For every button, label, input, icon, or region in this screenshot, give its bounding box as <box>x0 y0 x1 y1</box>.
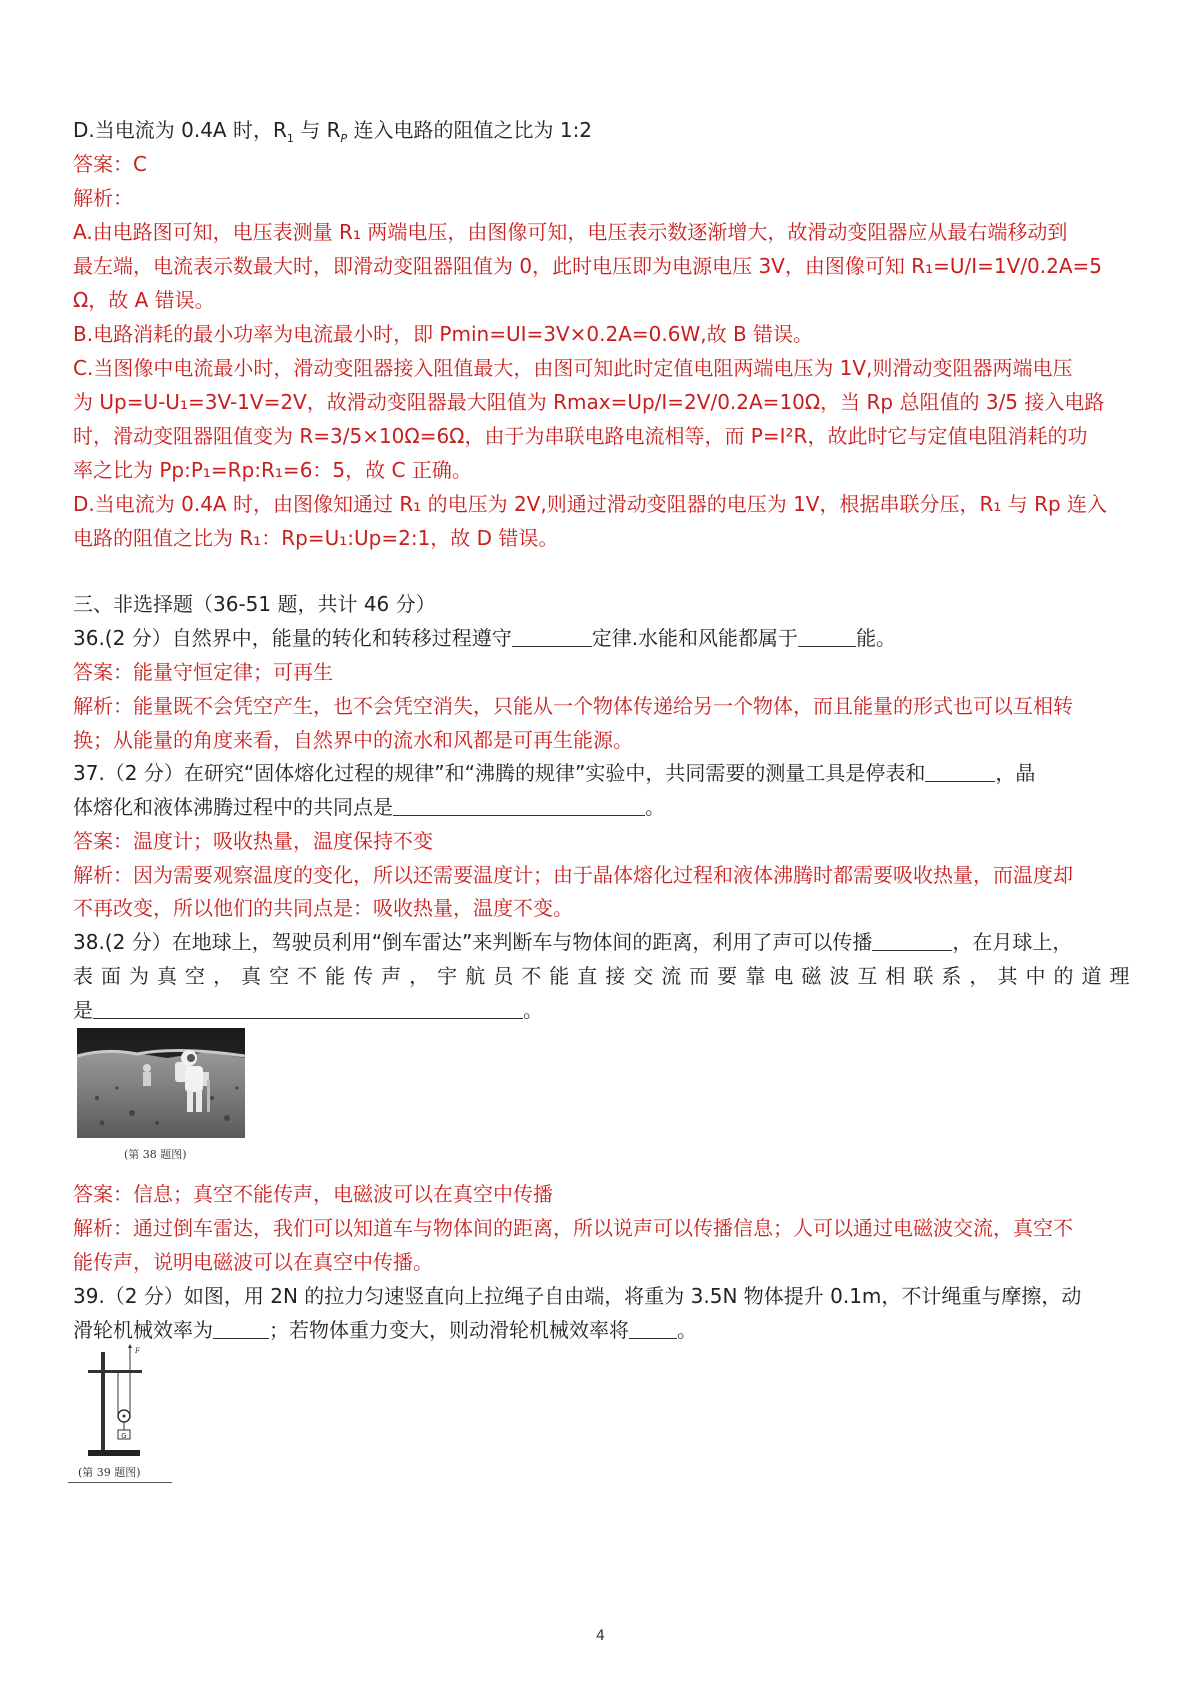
question-38: 38.(2 分）在地球上，驾驶员利用“倒车雷达”来判断车与物体间的距离，利用了声可以传播 ，在月球上， <box>73 930 1073 954</box>
page-number: 4 <box>596 1628 605 1644</box>
analysis-line: B.电路消耗的最小功率为电流最小时，即 Pmin=UI=3V×0.2A=0.6W,故 B 错误。 <box>73 322 814 346</box>
force-label: F <box>135 1347 140 1355</box>
answer-c: 答案：C <box>73 152 147 176</box>
answer-blank <box>93 1000 523 1019</box>
analysis-line: Ω，故 A 错误。 <box>73 288 215 312</box>
answer-37: 答案：温度计；吸收热量，温度保持不变 <box>73 829 433 853</box>
section-title: 三、非选择题（36-51 题，共计 46 分） <box>73 592 436 616</box>
analysis-label: 解析： <box>73 186 133 210</box>
analysis-38: 解析：通过倒车雷达，我们可以知道车与物体间的距离，所以说声可以传播信息；人可以通过电磁波交流，真空不 <box>73 1216 1073 1240</box>
analysis-line: D.当电流为 0.4A 时，由图像知通过 R₁ 的电压为 2V,则通过滑动变阻器的电压为 1V，根据串联分压，R₁ 与 Rp 连入 <box>73 492 1108 516</box>
answer-blank <box>393 797 645 816</box>
analysis-36: 解析：能量既不会凭空产生，也不会凭空消失，只能从一个物体传递给另一个物体，而且能量的形式也可以互相转 <box>73 694 1073 718</box>
analysis-38: 能传声，说明电磁波可以在真空中传播。 <box>73 1250 433 1274</box>
analysis-line: C.当图像中电流最小时，滑动变阻器接入阻值最大，由图可知此时定值电阻两端电压为 1V,则滑动变阻器两端电压 <box>73 356 1073 380</box>
question-39-line2: 滑轮机械效率为 ；若物体重力变大，则动滑轮机械效率将 。 <box>73 1318 697 1342</box>
answer-38: 答案：信息；真空不能传声，电磁波可以在真空中传播 <box>73 1182 553 1206</box>
analysis-line: 为 Up=U-U₁=3V-1V=2V，故滑动变阻器最大阻值为 Rmax=Up/I=2V/0.2A=10Ω，当 Rp 总阻值的 3/5 接入电路 <box>73 390 1105 414</box>
pulley-diagram <box>78 1344 158 1458</box>
lunar-astronaut-photo <box>77 1028 245 1138</box>
question-37-line2: 体熔化和液体沸腾过程中的共同点是 。 <box>73 795 665 819</box>
question-37: 37.（2 分）在研究“固体熔化过程的规律”和“沸腾的规律”实验中，共同需要的测量工具是停表和 ，晶 <box>73 761 1036 785</box>
divider <box>68 1482 172 1483</box>
figure-38-caption: (第 38 题图) <box>124 1148 187 1161</box>
option-d: D.当电流为 0.4A 时，$R_1$ 与 $R_P$ 连入电路的阻值之比为 1:2 <box>73 118 593 145</box>
question-38-line2: 表面为真空，真空不能传声，宇航员不能直接交流而要靠电磁波互相联系，其中的道理 <box>73 964 1133 988</box>
answer-blank <box>512 628 592 647</box>
answer-blank <box>213 1320 269 1339</box>
analysis-line: A.由电路图可知，电压表测量 R₁ 两端电压，由图像可知，电压表示数逐渐增大，故滑动变阻器应从最右端移动到 <box>73 220 1068 244</box>
small-astronaut-figure <box>143 1064 151 1086</box>
analysis-36: 换；从能量的角度来看，自然界中的流水和风都是可再生能源。 <box>73 728 633 752</box>
question-38-line3: 是 。 <box>73 998 543 1022</box>
analysis-line: 最左端，电流表示数最大时，即滑动变阻器阻值为 0，此时电压即为电源电压 3V，由图像可知 R₁=U/I=1V/0.2A=5 <box>73 254 1103 278</box>
answer-blank <box>925 763 995 782</box>
analysis-37: 解析：因为需要观察温度的变化，所以还需要温度计；由于晶体熔化过程和液体沸腾时都需要吸收热量，而温度却 <box>73 863 1073 887</box>
analysis-37: 不再改变，所以他们的共同点是：吸收热量，温度不变。 <box>73 896 573 920</box>
weight-label: G <box>121 1432 127 1440</box>
answer-blank <box>872 932 952 951</box>
analysis-line: 时，滑动变阻器阻值变为 R=3/5×10Ω=6Ω，由于为串联电路电流相等，而 P=I²R，故此时它与定值电阻消耗的功 <box>73 424 1088 448</box>
question-36: 36.(2 分）自然界中，能量的转化和转移过程遵守 定律.水能和风能都属于 能。 <box>73 626 897 650</box>
answer-blank <box>798 628 856 647</box>
analysis-line: 电路的阻值之比为 R₁：Rp=U₁:Up=2:1，故 D 错误。 <box>73 526 559 550</box>
figure-39-caption: (第 39 题图) <box>78 1466 141 1479</box>
answer-36: 答案：能量守恒定律；可再生 <box>73 660 333 684</box>
analysis-line: 率之比为 Pp:P₁=Rp:R₁=6：5，故 C 正确。 <box>73 458 472 482</box>
answer-blank <box>629 1320 677 1339</box>
question-39: 39.（2 分）如图，用 2N 的拉力匀速竖直向上拉绳子自由端，将重为 3.5N 物体提升 0.1m，不计绳重与摩擦，动 <box>73 1284 1082 1308</box>
